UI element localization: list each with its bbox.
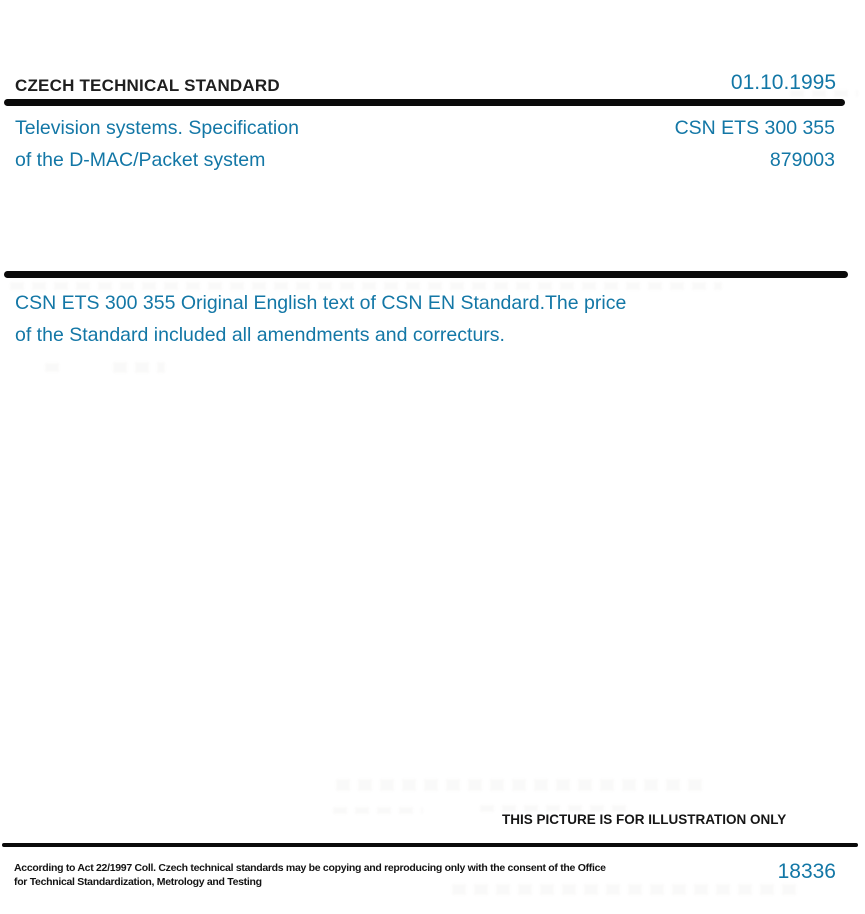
standard-description-line-1: CSN ETS 300 355 Original English text of CSN EN Standard.The price xyxy=(15,292,627,314)
standard-class-number: 879003 xyxy=(769,149,835,171)
ghost-text-artifact xyxy=(45,363,67,372)
standard-description xyxy=(15,287,626,351)
standard-title xyxy=(15,112,299,176)
copyright-notice xyxy=(14,862,606,889)
copyright-notice-line-1: According to Act 22/1997 Coll. Czech technical standards may be copying and reproducing only with the consent of the Office xyxy=(14,862,606,874)
ghost-text-artifact xyxy=(333,807,423,814)
ghost-text-artifact xyxy=(336,779,706,791)
divider-line-top xyxy=(4,99,845,106)
issue-date: 01.10.1995 xyxy=(730,71,836,94)
divider-line-bottom xyxy=(2,843,858,847)
standard-title-line-2: of the D-MAC/Packet system xyxy=(15,149,266,171)
document-number: 18336 xyxy=(777,860,836,883)
standard-codes xyxy=(675,112,835,176)
copyright-notice-line-2: for Technical Standardization, Metrology and Testing xyxy=(14,875,262,888)
page-title: CZECH TECHNICAL STANDARD xyxy=(15,76,280,95)
standard-description-line-2: of the Standard included all amendments and correcturs. xyxy=(15,324,505,346)
ghost-text-artifact xyxy=(480,805,632,812)
illustration-only-note: THIS PICTURE IS FOR ILLUSTRATION ONLY xyxy=(502,812,787,827)
standard-title-line-1: Television systems. Specification xyxy=(15,117,299,139)
ghost-text-artifact xyxy=(113,362,165,373)
standard-code: CSN ETS 300 355 xyxy=(674,117,835,139)
divider-line-middle xyxy=(4,271,848,278)
